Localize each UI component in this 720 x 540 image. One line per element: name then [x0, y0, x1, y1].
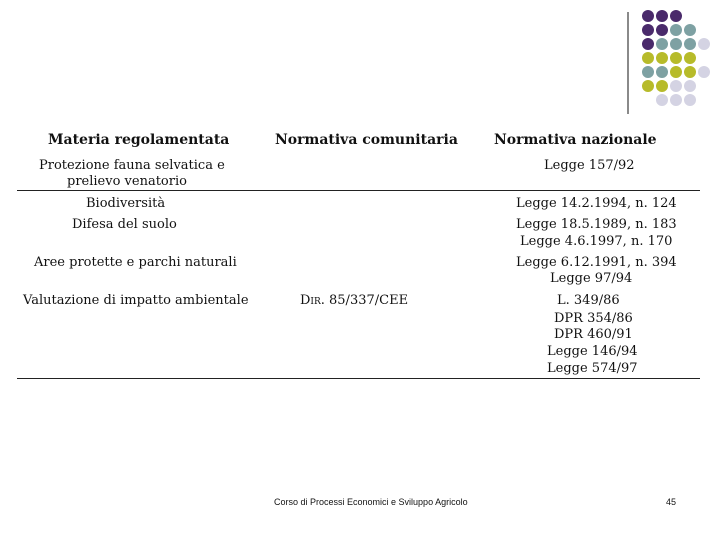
header-comunitaria: Normativa comunitaria [275, 132, 458, 148]
deco-dot [642, 24, 654, 36]
deco-dot [656, 80, 668, 92]
deco-dot [656, 24, 668, 36]
cell-nazionale: Legge 146/94 [547, 344, 638, 359]
decorative-vertical-line [627, 12, 629, 114]
deco-dot [656, 38, 668, 50]
cell-comunitaria: Dir. 85/337/CEE [300, 293, 409, 308]
page-number: 45 [666, 497, 677, 507]
cell-materia: Aree protette e parchi naturali [34, 255, 237, 270]
row-divider [17, 190, 700, 191]
deco-dot [642, 80, 654, 92]
deco-dot [642, 38, 654, 50]
cell-materia: Difesa del suolo [72, 217, 177, 232]
deco-dot [656, 94, 668, 106]
deco-dot [670, 80, 682, 92]
header-nazionale: Normativa nazionale [494, 132, 657, 148]
deco-dot [684, 24, 696, 36]
deco-dot [670, 52, 682, 64]
deco-dot [642, 10, 654, 22]
deco-dot [684, 80, 696, 92]
cell-nazionale: Legge 6.12.1991, n. 394 [516, 255, 677, 270]
deco-dot [642, 52, 654, 64]
cell-materia: Protezione fauna selvatica e [39, 158, 225, 173]
cell-materia: Valutazione di impatto ambientale [23, 293, 249, 308]
decorative-dot-grid [638, 10, 720, 120]
deco-dot [656, 52, 668, 64]
cell-nazionale: Legge 574/97 [547, 361, 638, 376]
deco-dot [670, 38, 682, 50]
header-materia: Materia regolamentata [48, 132, 230, 148]
footer-course-title: Corso di Processi Economici e Sviluppo Agricolo [274, 497, 468, 507]
deco-dot [698, 66, 710, 78]
cell-materia: Biodiversità [86, 196, 166, 211]
deco-dot [642, 66, 654, 78]
cell-nazionale: L. 349/86 [557, 293, 620, 308]
cell-nazionale: DPR 460/91 [554, 327, 633, 342]
cell-nazionale: Legge 97/94 [550, 271, 633, 286]
deco-dot [684, 66, 696, 78]
deco-dot [656, 66, 668, 78]
cell-nazionale: Legge 4.6.1997, n. 170 [520, 234, 673, 249]
deco-dot [698, 38, 710, 50]
deco-dot [684, 52, 696, 64]
deco-dot [684, 38, 696, 50]
deco-dot [656, 10, 668, 22]
cell-nazionale: DPR 354/86 [554, 311, 633, 326]
cell-nazionale: Legge 14.2.1994, n. 124 [516, 196, 677, 211]
deco-dot [684, 94, 696, 106]
deco-dot [670, 24, 682, 36]
cell-materia: prelievo venatorio [67, 174, 187, 189]
cell-nazionale: Legge 18.5.1989, n. 183 [516, 217, 677, 232]
deco-dot [670, 10, 682, 22]
table-bottom-rule [17, 378, 700, 379]
cell-nazionale: Legge 157/92 [544, 158, 635, 173]
deco-dot [670, 66, 682, 78]
deco-dot [670, 94, 682, 106]
